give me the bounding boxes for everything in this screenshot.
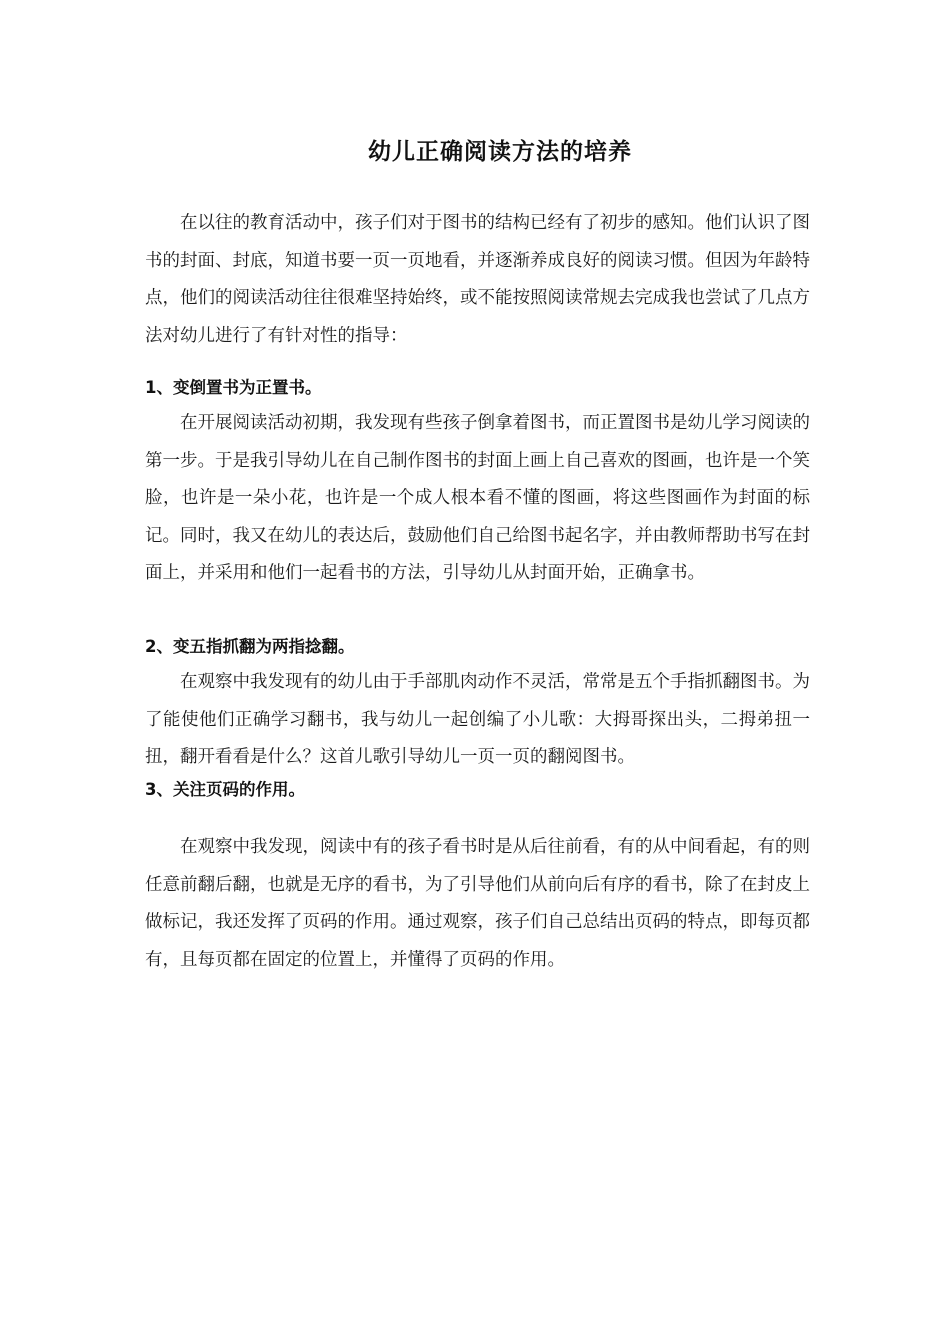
section-paragraph-1: 在开展阅读活动初期，我发现有些孩子倒拿着图书，而正置图书是幼儿学习阅读的第一步。于是我引导幼儿在自己制作图书的封面上画上自己喜欢的图画，也许是一个笑脸，也许是一朵小花，也许是一个成人根本看不懂的图画，将这些图画作为封面的标记。同时，我又在幼儿的表达后，鼓励他们自己给图书起名字，并由教师帮助书写在封面上，并采用和他们一起看书的方法，引导幼儿从封面开始，正确拿书。 — [145, 413, 810, 583]
section-heading-2: 2、变五指抓翻为两指捻翻。 — [145, 637, 355, 656]
section-heading-1: 1、变倒置书为正置书。 — [145, 378, 322, 397]
section-paragraph-2: 在观察中我发现有的幼儿由于手部肌肉动作不灵活，常常是五个手指抓翻图书。为了能使他们正确学习翻书，我与幼儿一起创编了小儿歌：大拇哥探出头，二拇弟扭一扭，翻开看看是什么？这首儿歌引导幼儿一页一页的翻阅图书。 — [145, 672, 810, 767]
section-paragraph-3: 在观察中我发现，阅读中有的孩子看书时是从后往前看，有的从中间看起，有的则任意前翻后翻，也就是无序的看书，为了引导他们从前向后有序的看书，除了在封皮上做标记，我还发挥了页码的作用。通过观察，孩子们自己总结出页码的特点，即每页都有，且每页都在固定的位置上，并懂得了页码的作用。 — [145, 837, 810, 970]
document-title: 幼儿正确阅读方法的培养 — [368, 139, 632, 165]
section-heading-3: 3、关注页码的作用。 — [145, 780, 305, 799]
intro-paragraph: 在以往的教育活动中，孩子们对于图书的结构已经有了初步的感知。他们认识了图书的封面、封底，知道书要一页一页地看，并逐渐养成良好的阅读习惯。但因为年龄特点，他们的阅读活动往往很难坚持始终，或不能按照阅读常规去完成我也尝试了几点方法对幼儿进行了有针对性的指导： — [145, 213, 810, 346]
